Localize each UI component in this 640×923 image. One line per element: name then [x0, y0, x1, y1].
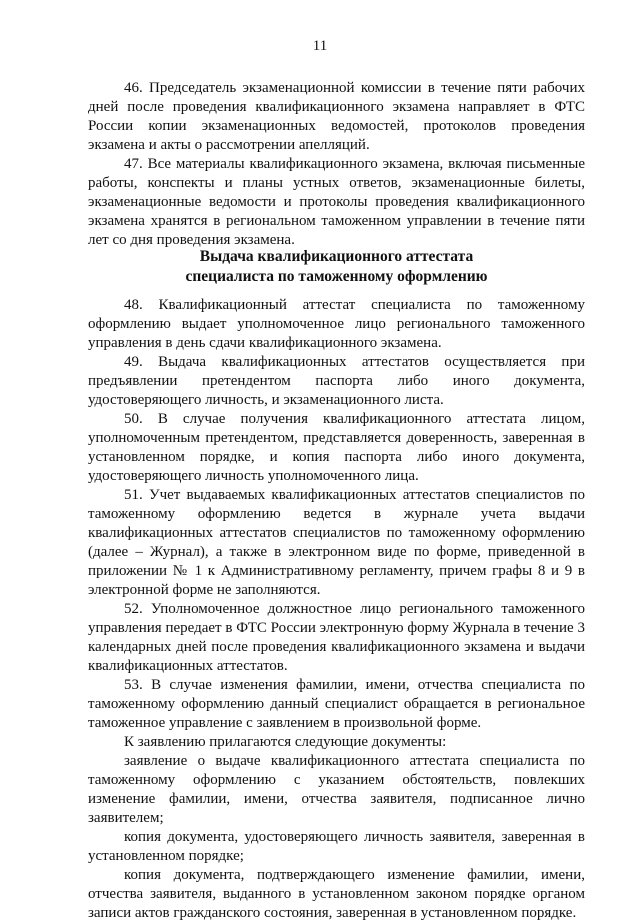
paragraph-51: 51. Учет выдаваемых квалификационных аттестатов специалистов по таможенному оформлению ведется в журнале учета выдачи квалификационных аттестатов специалистов по таможенному оформлению (далее – Журнал), а также в электронном виде по форме, приведенной в приложении № 1 к Административному регламенту, причем графы 8 и 9 в электронной форме не заполняются.	[88, 487, 585, 598]
section-title-line-1: Выдача квалификационного аттестата	[199, 248, 474, 265]
attachments-intro: К заявлению прилагаются следующие документы:	[124, 734, 447, 750]
paragraph-46: 46. Председатель экзаменационной комиссии в течение пяти рабочих дней после проведения квалификационного экзамена направляет в ФТС России копии экзаменационных ведомостей, протоколов проведения экзамена и акты о рассмотрении апелляций.	[88, 80, 585, 153]
section-title	[88, 247, 585, 287]
page-number: 11	[312, 38, 328, 54]
paragraph-47: 47. Все материалы квалификационного экзамена, включая письменные работы, конспекты и планы устных ответов, экзаменационные билеты, экзаменационные ведомости и протоколы проведения квалификационного экзамена хранятся в региональном таможенном управлении в течение пяти лет со дня проведения экзамена.	[88, 156, 585, 248]
attachment-item-application: заявление о выдаче квалификационного аттестата специалиста по таможенному оформлению с указанием обстоятельств, повлекших изменение фамилии, имени, отчества заявителя, подписанное лично заявителем;	[88, 753, 585, 826]
paragraph-52: 52. Уполномоченное должностное лицо регионального таможенного управления передает в ФТС России электронную форму Журнала в течение 3 календарных дней после проведения квалификационного экзамена и выдачи квалификационных аттестатов.	[88, 601, 585, 674]
paragraph-53: 53. В случае изменения фамилии, имени, отчества специалиста по таможенному оформлению данный специалист обращается в региональное таможенное управление с заявлением в произвольной форме.	[88, 677, 585, 731]
paragraph-50: 50. В случае получения квалификационного аттестата лицом, уполномоченным претендентом, представляется доверенность, заверенная в установленном порядке, и копия паспорта либо иного документа, удостоверяющего личность уполномоченного лица.	[88, 411, 585, 484]
paragraphs-top	[88, 79, 585, 250]
paragraph-48: 48. Квалификационный аттестат специалиста по таможенному оформлению выдает уполномоченное лицо регионального таможенного управления в день сдачи квалификационного экзамена.	[88, 297, 585, 351]
attachment-item-id-copy: копия документа, удостоверяющего личность заявителя, заверенная в установленном порядке;	[88, 829, 585, 864]
section-title-line-2: специалиста по таможенному оформлению	[185, 268, 488, 285]
paragraphs-main	[88, 296, 585, 923]
paragraph-49: 49. Выдача квалификационных аттестатов осуществляется при предъявлении претендентом паспорта либо иного документа, удостоверяющего личность, и экзаменационного листа.	[88, 354, 585, 408]
attachment-item-name-change-copy: копия документа, подтверждающего изменение фамилии, имени, отчества заявителя, выданного в установленном законом порядке органом записи актов гражданского состояния, заверенная в установленном порядке.	[88, 867, 585, 921]
